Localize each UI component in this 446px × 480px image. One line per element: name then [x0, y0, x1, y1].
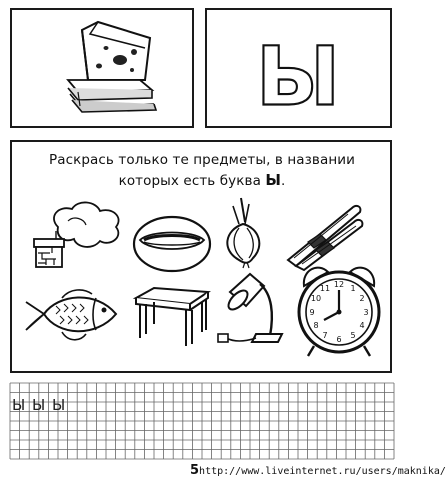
cheese-picture-box — [10, 8, 194, 128]
svg-text:11: 11 — [319, 284, 331, 293]
copybook-sample: Ы Ы Ы — [12, 396, 67, 414]
page-number: 5 — [190, 463, 200, 478]
instruction-end: . — [281, 173, 286, 189]
svg-text:3: 3 — [363, 308, 369, 317]
melon-icon — [130, 214, 214, 274]
svg-text:6: 6 — [336, 335, 342, 344]
cheese-icon — [10, 8, 194, 128]
instruction-body: Раскрась только те предметы, в названии которых есть буква — [48, 152, 356, 189]
svg-text:9: 9 — [309, 308, 315, 317]
outlined-letter — [207, 10, 390, 126]
alarm-clock-icon — [294, 260, 384, 360]
instruction-text — [22, 150, 382, 191]
copybook-grid — [10, 383, 394, 459]
instruction-letter: Ы — [265, 171, 282, 189]
svg-text:2: 2 — [359, 294, 365, 303]
footer — [190, 463, 446, 478]
outlined-letter-text: Ы — [255, 30, 341, 125]
svg-text:10: 10 — [310, 294, 322, 303]
onion-icon — [217, 194, 267, 270]
svg-text:7: 7 — [322, 331, 328, 340]
svg-text:5: 5 — [350, 331, 356, 340]
source-url[interactable]: http://www.liveinternet.ru/users/maknika/ — [199, 466, 446, 477]
svg-text:8: 8 — [313, 321, 319, 330]
table-icon — [132, 284, 212, 350]
letter-box — [205, 8, 392, 128]
smoking-chimney-icon — [28, 197, 128, 269]
fish-icon — [22, 284, 122, 348]
desk-lamp-icon — [216, 268, 288, 352]
task-box — [10, 140, 392, 373]
svg-text:4: 4 — [359, 321, 365, 330]
svg-text:1: 1 — [350, 284, 356, 293]
svg-text:12: 12 — [333, 280, 345, 289]
